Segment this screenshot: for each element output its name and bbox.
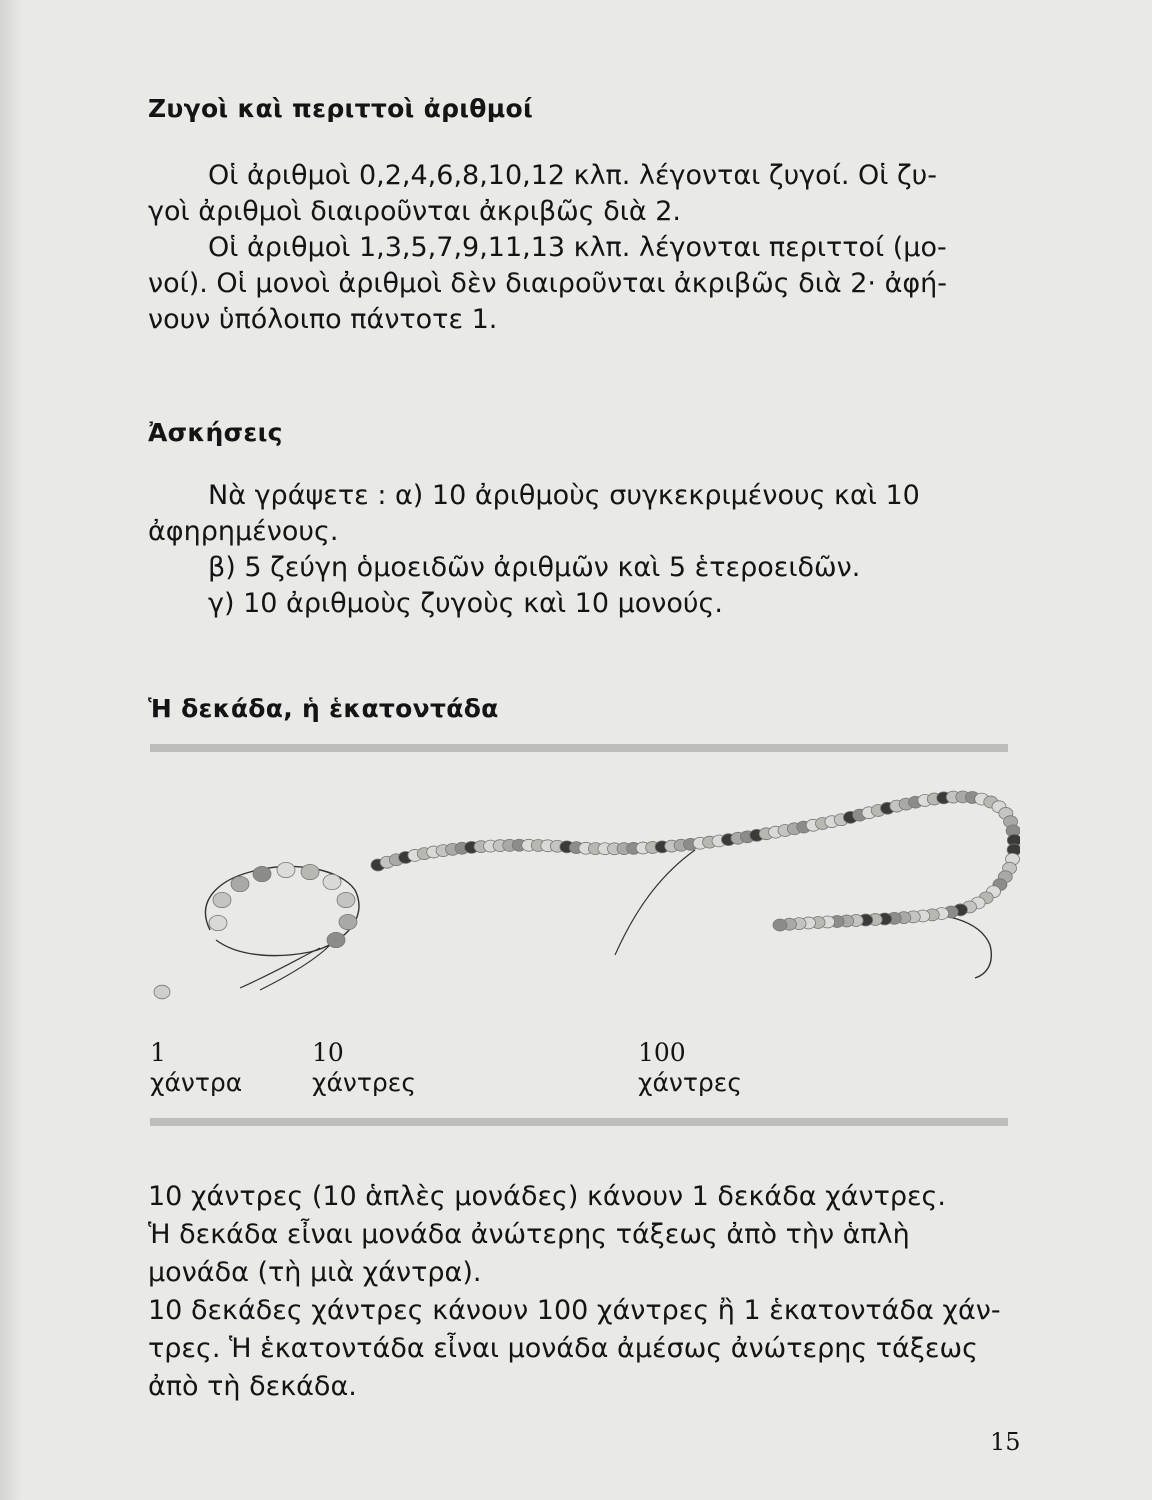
single-bead xyxy=(154,985,170,999)
bead-group xyxy=(154,791,1020,999)
text-line: μονάδα (τὴ μιὰ χάντρα). xyxy=(148,1257,482,1288)
text-line: γ) 10 ἀριθμοὺς ζυγοὺς καὶ 10 μονούς. xyxy=(208,588,723,619)
ten-bead xyxy=(213,892,231,907)
text-line: 10 χάντρες (10 ἁπλὲς μονάδες) κάνουν 1 δεκάδα χάντρες. xyxy=(148,1181,946,1212)
heading-even-odd: Ζυγοὶ καὶ περιττοὶ ἀριθμοί xyxy=(148,94,533,123)
label-ten-beads xyxy=(312,1038,416,1098)
text-line: γοὶ ἀριθμοὶ διαιροῦνται ἀκριβῶς διὰ 2. xyxy=(148,196,681,227)
label-ten-word: χάντρες xyxy=(312,1068,416,1097)
label-ten-number: 10 xyxy=(312,1038,344,1067)
text-line: Ἡ δεκάδα εἶναι μονάδα ἀνώτερης τάξεως ἀπὸ τὴν ἁπλὴ xyxy=(148,1219,910,1250)
hundred-bead xyxy=(773,919,787,931)
ten-bead xyxy=(339,914,357,929)
text-line: Οἱ ἀριθμοὶ 0,2,4,6,8,10,12 κλπ. λέγονται ζυγοί. Οἱ ζυ- xyxy=(208,160,938,191)
label-one-number: 1 xyxy=(150,1038,166,1067)
figure-top-rule xyxy=(150,744,1008,752)
text-line: ἀπὸ τὴ δεκάδα. xyxy=(148,1371,357,1402)
ten-bead xyxy=(209,915,227,930)
ten-bead xyxy=(327,932,345,947)
paragraph-exercises xyxy=(148,478,1008,622)
heading-exercises: Ἀσκήσεις xyxy=(148,418,283,447)
ten-bead xyxy=(337,892,355,907)
paragraph-even-odd xyxy=(148,158,1008,338)
label-one-bead xyxy=(150,1038,242,1098)
ten-bead xyxy=(253,866,271,881)
ten-bead xyxy=(301,864,319,879)
text-line: νοί). Οἱ μονοὶ ἀριθμοὶ δὲν διαιροῦνται ἀκριβῶς διὰ 2· ἀφή- xyxy=(148,268,948,299)
text-line: ἀφηρημένους. xyxy=(148,516,339,547)
label-one-word: χάντρα xyxy=(150,1068,243,1097)
text-line: Οἱ ἀριθμοὶ 1,3,5,7,9,11,13 κλπ. λέγονται περιττοί (μο- xyxy=(208,232,947,263)
ten-bead xyxy=(277,862,295,877)
ten-bead xyxy=(231,876,249,891)
page-number: 15 xyxy=(990,1428,1021,1456)
heading-ten-hundred: Ἡ δεκάδα, ἡ ἑκατοντάδα xyxy=(148,694,499,723)
ten-bead xyxy=(323,874,341,889)
text-line: 10 δεκάδες χάντρες κάνουν 100 χάντρες ἢ 1 ἑκατοντάδα χάν- xyxy=(148,1295,1001,1326)
beads-illustration xyxy=(140,760,1020,1097)
label-hundred-number: 100 xyxy=(638,1038,686,1067)
figure-bottom-rule xyxy=(150,1118,1008,1126)
label-hundred-word: χάντρες xyxy=(638,1068,742,1097)
page-binding-shadow xyxy=(0,0,22,1500)
text-line: Νὰ γράψετε : α) 10 ἀριθμοὺς συγκεκριμένους καὶ 10 xyxy=(208,480,920,511)
text-line: β) 5 ζεύγη ὁμοειδῶν ἀριθμῶν καὶ 5 ἑτεροειδῶν. xyxy=(208,552,861,583)
beads-drawing xyxy=(140,760,1020,1030)
text-line: τρες. Ἡ ἑκατοντάδα εἶναι μονάδα ἀμέσως ἀνώτερης τάξεως xyxy=(148,1333,978,1364)
text-line: νουν ὑπόλοιπο πάντοτε 1. xyxy=(148,304,498,335)
paragraph-ten-hundred xyxy=(148,1178,1008,1406)
label-hundred-beads xyxy=(638,1038,742,1098)
